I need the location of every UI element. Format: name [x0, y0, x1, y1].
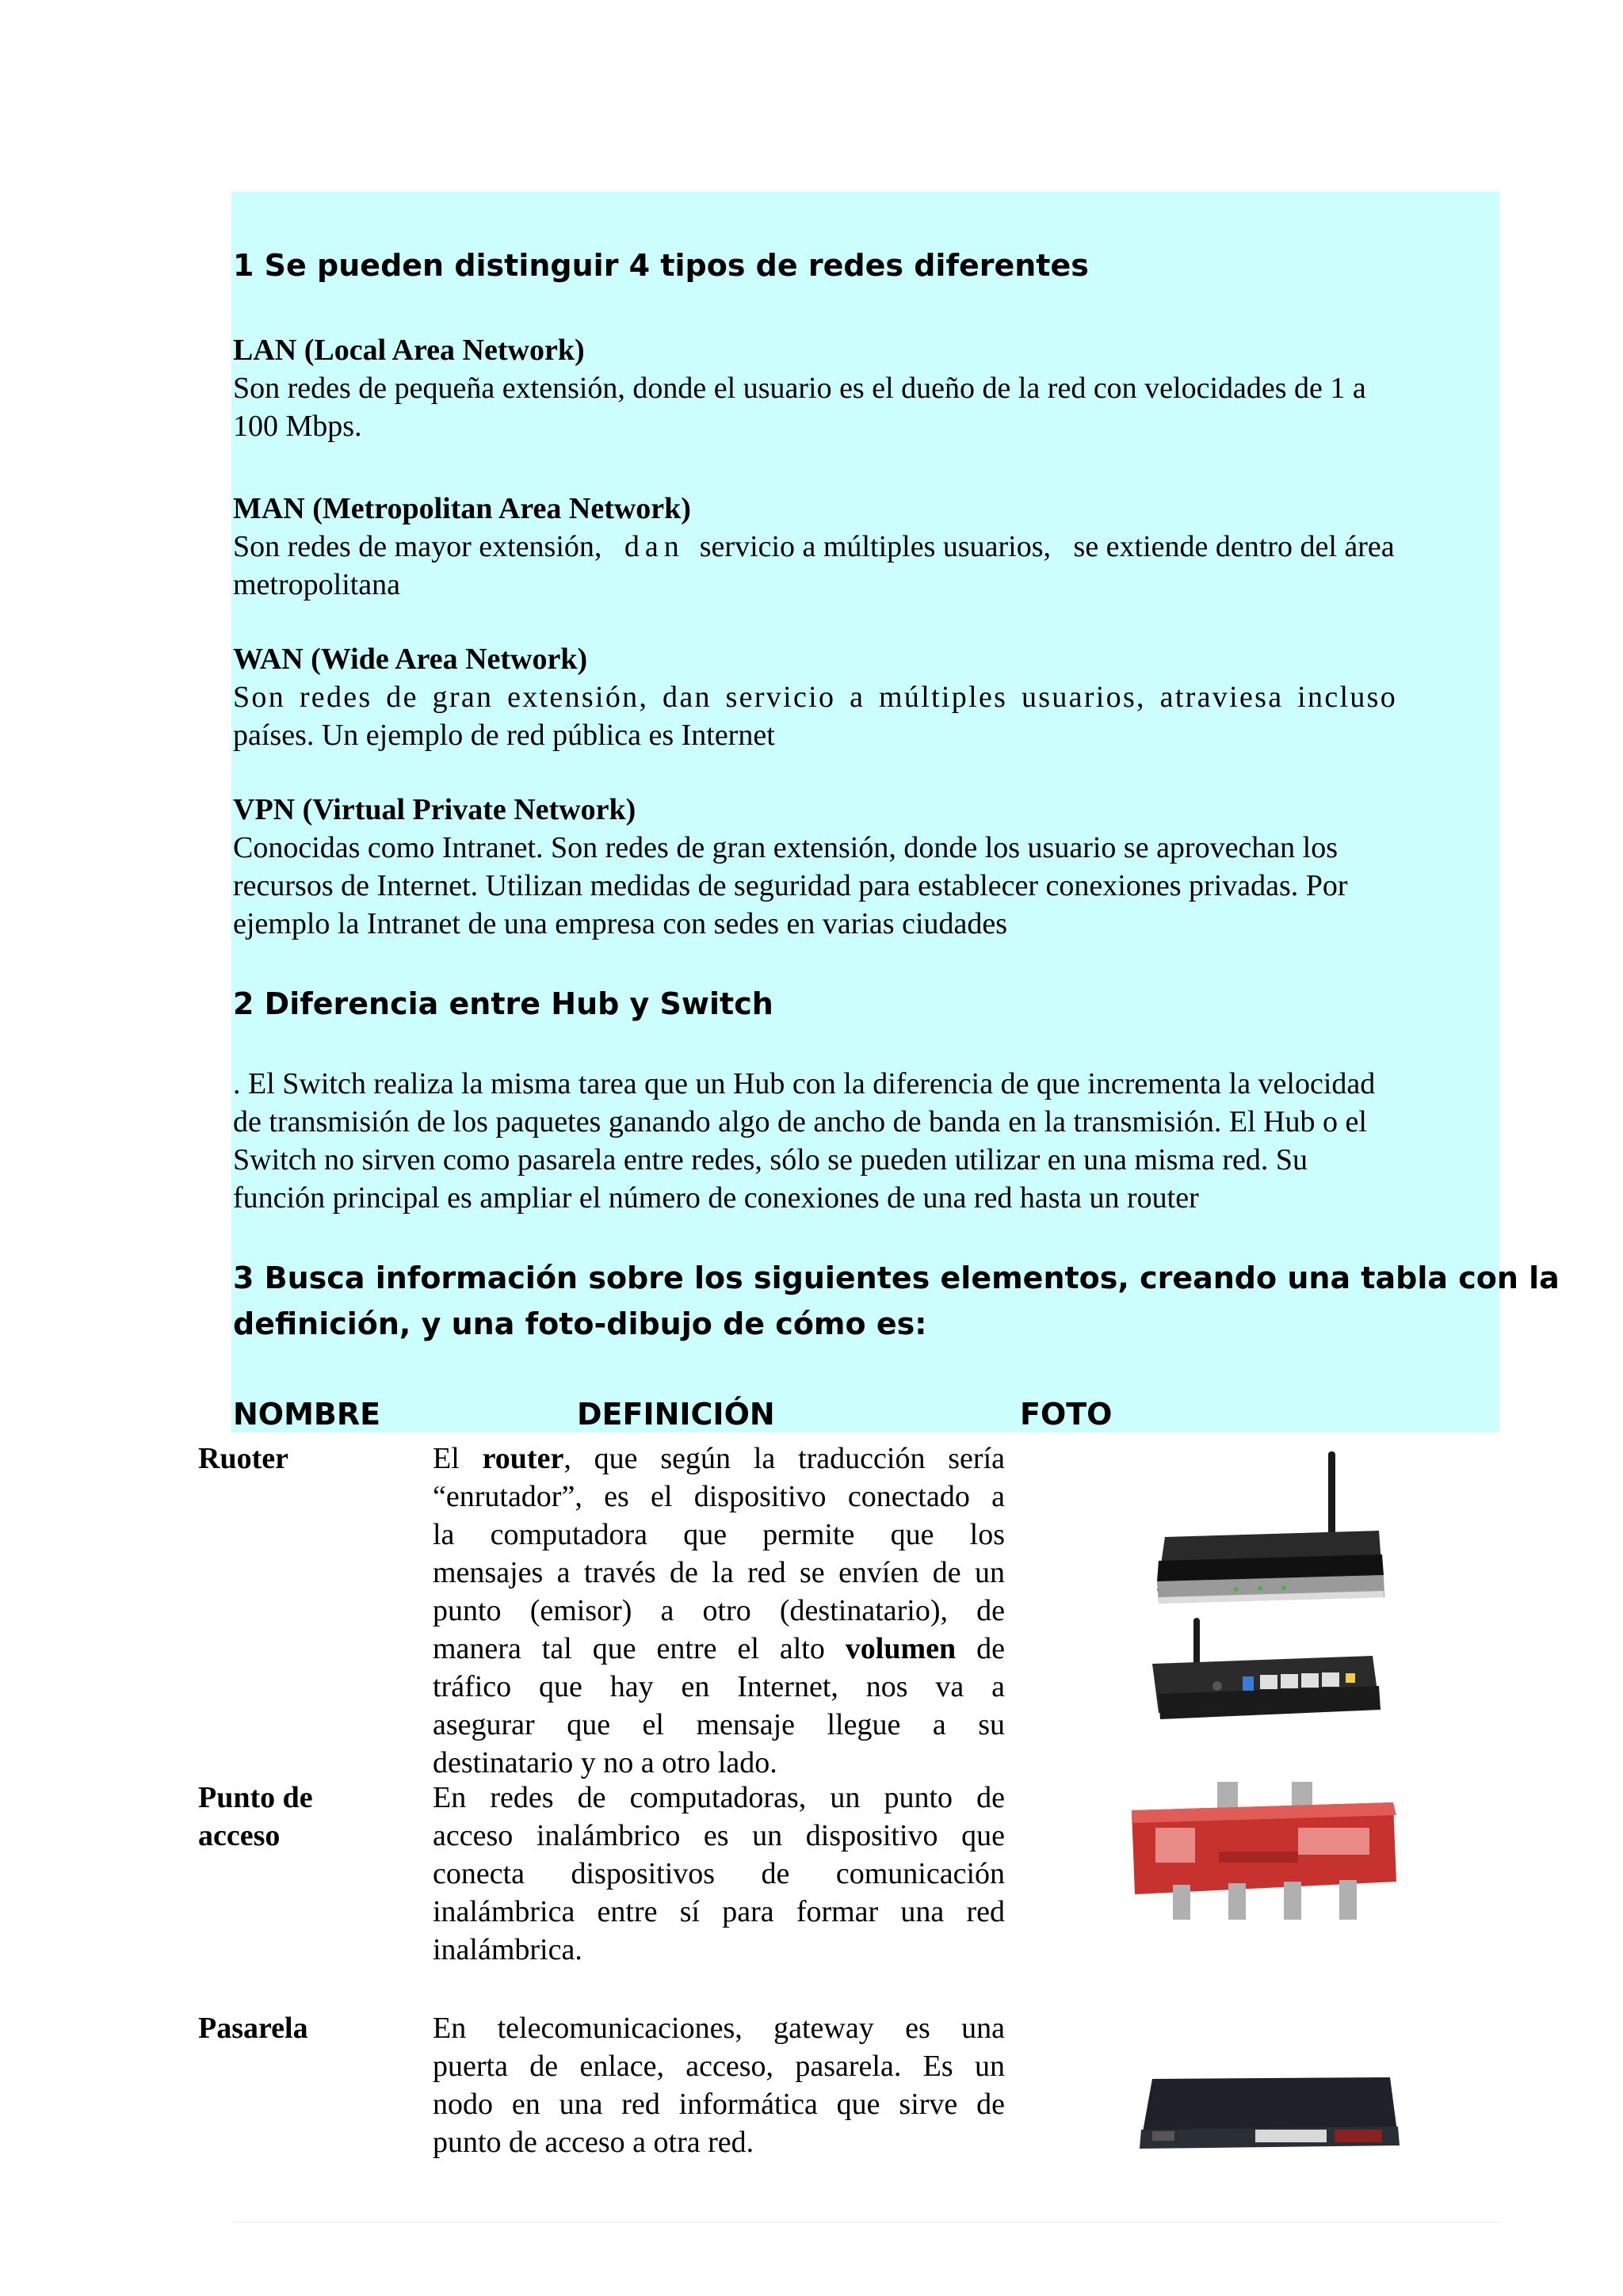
definition-line: asegurar que el mensaje llegue a su [433, 1708, 1005, 1741]
definition-line: En telecomunicaciones, gateway es una [433, 2012, 1005, 2045]
bottom-divider [231, 2222, 1499, 2223]
wan-line: Son redes de gran extensión, dan servicio a múltiples usuarios, atraviesa incluso [233, 681, 1398, 714]
vpn-title: VPN (Virtual Private Network) [233, 793, 636, 826]
definition-line: “enrutador”, es el dispositivo conectado a [433, 1480, 1005, 1513]
section2-line: . El Switch realiza la misma tarea que un Hub con la diferencia de que incrementa la velocidad [233, 1067, 1376, 1100]
row-name-gateway: Pasarela [198, 2012, 308, 2045]
definition-line: manera tal que entre el alto volumen de [433, 1632, 1005, 1665]
section2-line: de transmisión de los paquetes ganando algo de ancho de banda en la transmisión. El Hub o el [233, 1105, 1367, 1138]
definition-line: punto (emisor) a otro (destinatario), de [433, 1594, 1005, 1627]
definition-line: nodo en una red informática que sirve de [433, 2088, 1005, 2121]
header-nombre: NOMBRE [233, 1397, 381, 1432]
row-definition-access-point [433, 1779, 1005, 1969]
gateway-photo [1136, 2074, 1403, 2153]
section2-body [233, 1065, 1517, 1217]
section3-heading-line2: definición, y una foto-dibujo de cómo es: [233, 1306, 927, 1341]
row-definition-router [433, 1440, 1005, 1782]
definition-line: tráfico que hay en Internet, nos va a [433, 1670, 1005, 1703]
section2-line: Switch no sirven como pasarela entre redes, sólo se pueden utilizar en una misma red. Su [233, 1143, 1308, 1177]
name-line: Punto de [198, 1781, 313, 1814]
man-line: metropolitana [233, 568, 401, 601]
lan-title: LAN (Local Area Network) [233, 334, 585, 367]
lan-line: Son redes de pequeña extensión, donde el usuario es el dueño de la red con velocidades de 1 a [233, 372, 1366, 405]
vpn-line: recursos de Internet. Utilizan medidas de seguridad para establecer conexiones privadas. Por [233, 869, 1348, 902]
section2-heading: 2 Diferencia entre Hub y Switch [233, 986, 773, 1021]
header-definicion: DEFINICIÓN [577, 1397, 775, 1432]
header-foto: FOTO [1020, 1397, 1113, 1432]
row-name-router: Ruoter [198, 1442, 288, 1475]
definition-line: conecta dispositivos de comunicación [433, 1857, 1005, 1890]
vpn-line: Conocidas como Intranet. Son redes de gran extensión, donde los usuario se aprovechan los [233, 831, 1338, 864]
access-point-photo [1124, 1779, 1404, 1929]
wan-description [233, 678, 1517, 754]
wan-title: WAN (Wide Area Network) [233, 643, 588, 676]
vpn-line: ejemplo la Intranet de una empresa con sedes en varias ciudades [233, 907, 1008, 940]
lan-description [233, 369, 1501, 445]
lan-line: 100 Mbps. [233, 410, 362, 443]
definition-line: El router, que según la traducción sería [433, 1442, 1005, 1475]
definition-line: inalámbrica entre sí para formar una red [433, 1895, 1005, 1928]
definition-line: mensajes a través de la red se envíen de un [433, 1556, 1005, 1589]
section3-heading-line1: 3 Busca información sobre los siguientes elementos, creando una tabla con la [233, 1261, 1560, 1295]
man-title: MAN (Metropolitan Area Network) [233, 492, 691, 525]
row-definition-gateway [433, 2009, 1005, 2161]
definition-line: punto de acceso a otra red. [433, 2126, 754, 2159]
section1-heading: 1 Se pueden distinguir 4 tipos de redes diferentes [233, 248, 1089, 283]
definition-line: destinatario y no a otro lado. [433, 1746, 777, 1779]
definition-line: En redes de computadoras, un punto de [433, 1781, 1005, 1814]
router-photo [1141, 1442, 1411, 1727]
definition-line: inalámbrica. [433, 1933, 582, 1966]
wan-line: países. Un ejemplo de red pública es Internet [233, 719, 775, 752]
row-name-access-point [198, 1779, 313, 1855]
definition-line: puerta de enlace, acceso, pasarela. Es un [433, 2050, 1005, 2083]
name-line: acceso [198, 1819, 281, 1852]
man-line: Son redes de mayor extensión, dan servicio a múltiples usuarios, se extiende dentro del área [233, 530, 1395, 563]
vpn-description [233, 829, 1517, 943]
man-description [233, 528, 1517, 604]
section2-line: función principal es ampliar el número de conexiones de una red hasta un router [233, 1181, 1199, 1215]
definition-line: acceso inalámbrico es un dispositivo que [433, 1819, 1005, 1852]
definition-line: la computadora que permite que los [433, 1518, 1005, 1551]
